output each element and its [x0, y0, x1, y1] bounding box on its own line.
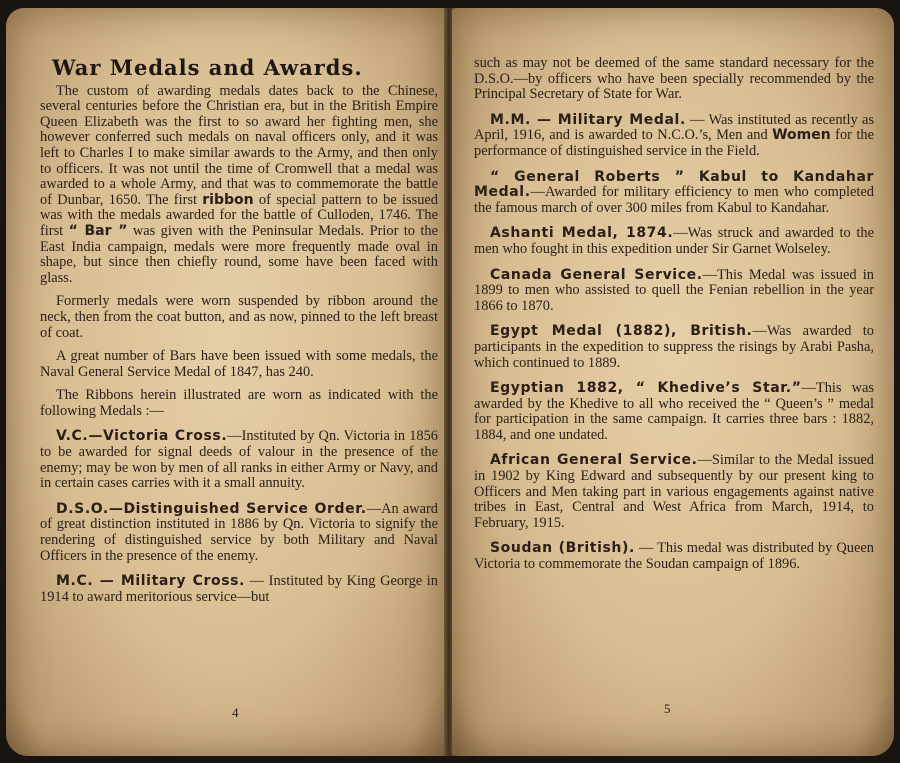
african-text: —Similar to the Medal issued in 1902 by King Edward and subsequently by our present king to Officers and Men taking part in various engagements against native tribes in East, Central and West Africa from March, 1914, to February, 1915. — [474, 452, 874, 531]
soudan-heading: Soudan (British). — [490, 540, 635, 557]
mm-heading: M.M. — Military Medal. — [490, 111, 686, 128]
khedive-entry — [474, 381, 874, 443]
page-number-right: 5 — [664, 701, 671, 716]
vc-text: —Instituted by Qn. Victoria in 1856 to be awarded for signal deeds of valour in the presence of the enemy; may be won by men of all ranks in either Army or Navy, and in certain cases carries with it a small annuity. — [40, 428, 438, 492]
vc-entry — [40, 429, 438, 491]
bar-term: “ Bar ” — [68, 222, 128, 239]
mm-text-a: — Was instituted as recently as April, 1916, and is awarded to N.C.O.’s, Men and — [474, 111, 874, 144]
roberts-entry — [474, 170, 874, 217]
women-term: Women — [772, 127, 831, 144]
intro-paragraph — [40, 84, 438, 287]
khedive-heading: Egyptian 1882, “ Khedive’s Star.” — [490, 380, 802, 397]
left-page — [6, 8, 446, 756]
canada-text: —This Medal was issued in 1899 to men who assisted to quell the Fenian rebellion in the year 1866 to 1870. — [474, 266, 874, 314]
ashanti-text: —Was struck and awarded to the men who fought in this expedition under Sir Garnet Wolseley. — [474, 225, 874, 257]
bars-paragraph: A great number of Bars have been issued with some medals, the Naval General Service Medal of 1847, has 240. — [40, 348, 438, 380]
roberts-text: —Awarded for military efficiency to men who completed the famous march of over 300 miles from Kabul to Kandahar. — [474, 184, 874, 216]
mm-entry — [474, 113, 874, 160]
ashanti-heading: Ashanti Medal, 1874. — [490, 225, 674, 242]
egypt-text: —Was awarded to participants in the expedition to suppress the risings by Arabi Pasha, which continued to 1889. — [474, 323, 874, 371]
egypt-entry — [474, 324, 874, 371]
ribbon-history-paragraph: Formerly medals were worn suspended by ribbon around the neck, then from the coat button, and as now, pinned to the left breast of coat. — [40, 293, 438, 341]
ribbon-term: ribbon — [202, 191, 254, 208]
canada-entry — [474, 268, 874, 315]
dso-text: —An award of great distinction instituted in 1886 by Qn. Victoria to signify the rendering of distinguished service by both Military and Naval Officers in the presence of the enemy. — [40, 500, 438, 564]
page-number-left: 4 — [232, 705, 239, 720]
khedive-text: —This was awarded by the Khedive to all who received the “ Queen’s ” medal for participation in the same campaign. It carries three bars : 1882, 1884, and one undated. — [474, 380, 874, 443]
ashanti-entry — [474, 226, 874, 257]
soudan-entry — [474, 541, 874, 572]
mc-entry — [40, 574, 438, 605]
dso-heading: D.S.O.—Distinguished Service Order. — [56, 500, 367, 517]
right-page-text — [474, 56, 874, 573]
vc-heading: V.C.—Victoria Cross. — [56, 428, 228, 445]
canada-heading: Canada General Service. — [490, 266, 703, 283]
african-entry — [474, 453, 874, 531]
mm-text-b: for the performance of distinguished service in the Field. — [474, 127, 874, 159]
dso-entry — [40, 502, 438, 564]
mc-heading: M.C. — Military Cross. — [56, 573, 246, 590]
intro-text-c: was given with the Peninsular Medals. Prior to the East India campaign, medals were more frequently made oval in shape, but since then chiefly round, some have been faced with glass. — [40, 222, 438, 286]
mc-text: — Instituted by King George in 1914 to award meritorious service—but — [40, 573, 438, 605]
intro-text-a: The custom of awarding medals dates back to the Chinese, several centuries before the Christian era, but in the British Empire Queen Elizabeth was the first to so award her fighting men, she however conferred such medals on naval officers only, and it was left to Charles I to make similar awards to the Army, and then only to officers. It was not until the time of Cromwell that a medal was awarded to a whole Army, and that was to commemorate the battle of Dunbar, 1650. The first — [40, 82, 438, 208]
left-page-text — [40, 55, 438, 605]
egypt-heading: Egypt Medal (1882), British. — [490, 323, 753, 340]
right-page — [452, 8, 894, 756]
ribbons-intro-paragraph: The Ribbons herein illustrated are worn as indicated with the following Medals :— — [40, 387, 438, 419]
intro-text-b: of special pattern to be issued was with the medals awarded for the battle of Culloden, 1746. The first — [40, 191, 438, 239]
african-heading: African General Service. — [490, 452, 698, 469]
roberts-heading: “ General Roberts ” Kabul to Kandahar Medal. — [474, 168, 874, 201]
page-title: War Medals and Awards. — [52, 55, 363, 80]
soudan-text: — This medal was distributed by Queen Victoria to commemorate the Soudan campaign of 1896. — [474, 540, 874, 573]
mc-continuation: such as may not be deemed of the same standard necessary for the D.S.O.—by officers who have been specially recommended by the Principal Secretary of State for War. — [474, 55, 874, 103]
booklet-spread — [6, 8, 894, 756]
